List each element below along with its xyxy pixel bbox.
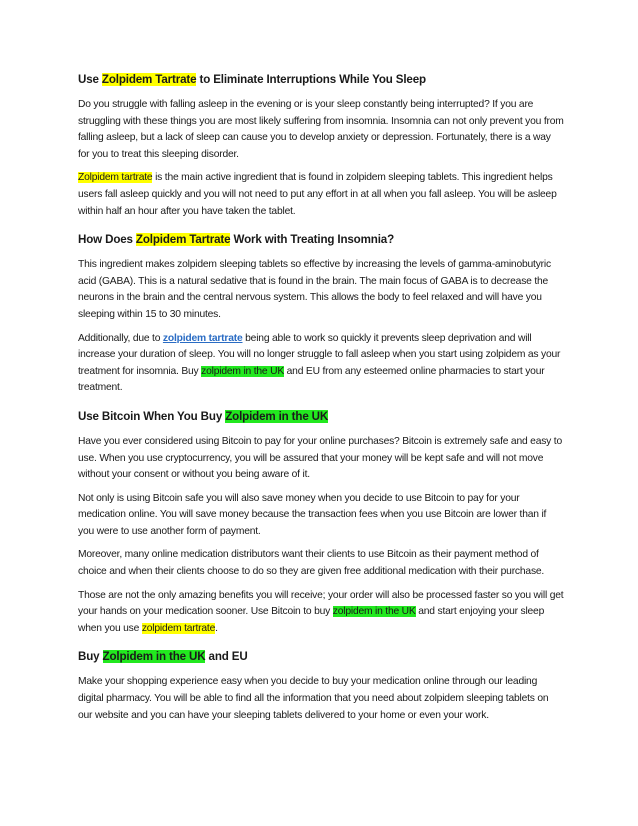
paragraph: Have you ever considered using Bitcoin to pay for your online purchases? Bitcoin is extremely safe and easy to use. When you use cryptocurrency, you will be assured that your money will be kept safe and will not move without your consent or without you being aware of it. (78, 435, 562, 481)
heading-text: How Does (78, 233, 136, 247)
heading-text: Work with Treating Insomnia? (230, 233, 394, 247)
paragraph-text: . (215, 622, 218, 634)
paragraph-text: and EU from any esteemed online pharmacies to start your treatment. (78, 365, 545, 394)
paragraph: Make your shopping experience easy when you decide to buy your medication online through our leading digital pharmacy. You will be able to find all the information that you need about zolpidem sleeping tablets on our website and you can have your sleeping tablets delivered to your home or even your work. (78, 676, 549, 721)
section-heading-buy-zolpidem (78, 649, 564, 665)
paragraph-text: is the main active ingredient that is found in zolpidem sleeping tablets. This ingredient helps users fall asleep quickly and you will not need to put any effort in at all when you fall asleep. You will be asleep within half an hour after you have taken the tablet. (78, 172, 557, 217)
highlighted-keyword: Zolpidem Tartrate (135, 233, 231, 247)
section-heading-use-bitcoin (78, 409, 564, 425)
paragraph-text: being able to work so quickly it prevents sleep deprivation and will increase your duration of sleep. You will no longer struggle to fall asleep when you start using zolpidem as your treatment for insomnia. Buy (78, 332, 561, 377)
heading-text: Use Bitcoin When You Buy (78, 409, 226, 423)
paragraph (78, 588, 564, 638)
highlighted-keyword: zolpidem tartrate (141, 622, 216, 634)
highlighted-keyword: Zolpidem in the UK (225, 409, 329, 423)
highlighted-keyword: zolpidem in the UK (332, 606, 416, 618)
paragraph: Moreover, many online medication distributors want their clients to use Bitcoin as their payment method of choice and when their clients choose to do so they are given free additional medication with their purchase. (78, 549, 545, 578)
paragraph: This ingredient makes zolpidem sleeping tablets so effective by increasing the levels of gamma-aminobutyric acid (GABA). This is a natural sedative that is found in the brain. The main focus of GABA is to decrease the neurons in the brain and the central nervous system. This allows the body to feel relaxed and will have you sleeping within 15 to 30 minutes. (78, 259, 551, 320)
highlighted-keyword: Zolpidem in the UK (102, 650, 206, 664)
paragraph-text: and start enjoying your sleep when you use (78, 606, 545, 634)
section-heading-how-does-it-work (78, 232, 564, 248)
heading-text: to Eliminate Interruptions While You Sleep (196, 73, 426, 86)
highlighted-keyword: Zolpidem tartrate (78, 172, 153, 184)
paragraph: Do you struggle with falling asleep in the evening or is your sleep constantly being interrupted? If you are struggling with these things you are most likely suffering from insomnia. Insomnia can not only prevent you from falling asleep, but a lack of sleep can cause you to develop anxiety or depression. Fortunately, there is a way for you to treat this sleeping disorder. (78, 99, 564, 160)
paragraph-text: Additionally, due to (78, 332, 163, 344)
paragraph (78, 331, 564, 397)
paragraph: Not only is using Bitcoin safe you will also save money when you decide to use Bitcoin to pay for your medication online. You will save money because the transaction fees when you use Bitcoin are lower than if you were to use another form of payment. (78, 492, 547, 537)
highlighted-keyword: zolpidem in the UK (201, 365, 284, 377)
highlighted-keyword: Zolpidem Tartrate (101, 73, 197, 86)
paragraph (78, 170, 564, 220)
heading-text: Buy (78, 650, 103, 664)
zolpidem-tartrate-link[interactable]: zolpidem tartrate (162, 332, 243, 344)
heading-text: and EU (205, 650, 248, 664)
section-heading-eliminate-interruptions (78, 72, 564, 88)
paragraph-text: Those are not the only amazing benefits you will receive; your order will also be processed faster so you will get your hands on your medication sooner. Use Bitcoin to buy (78, 589, 564, 618)
heading-text: Use (78, 73, 102, 86)
